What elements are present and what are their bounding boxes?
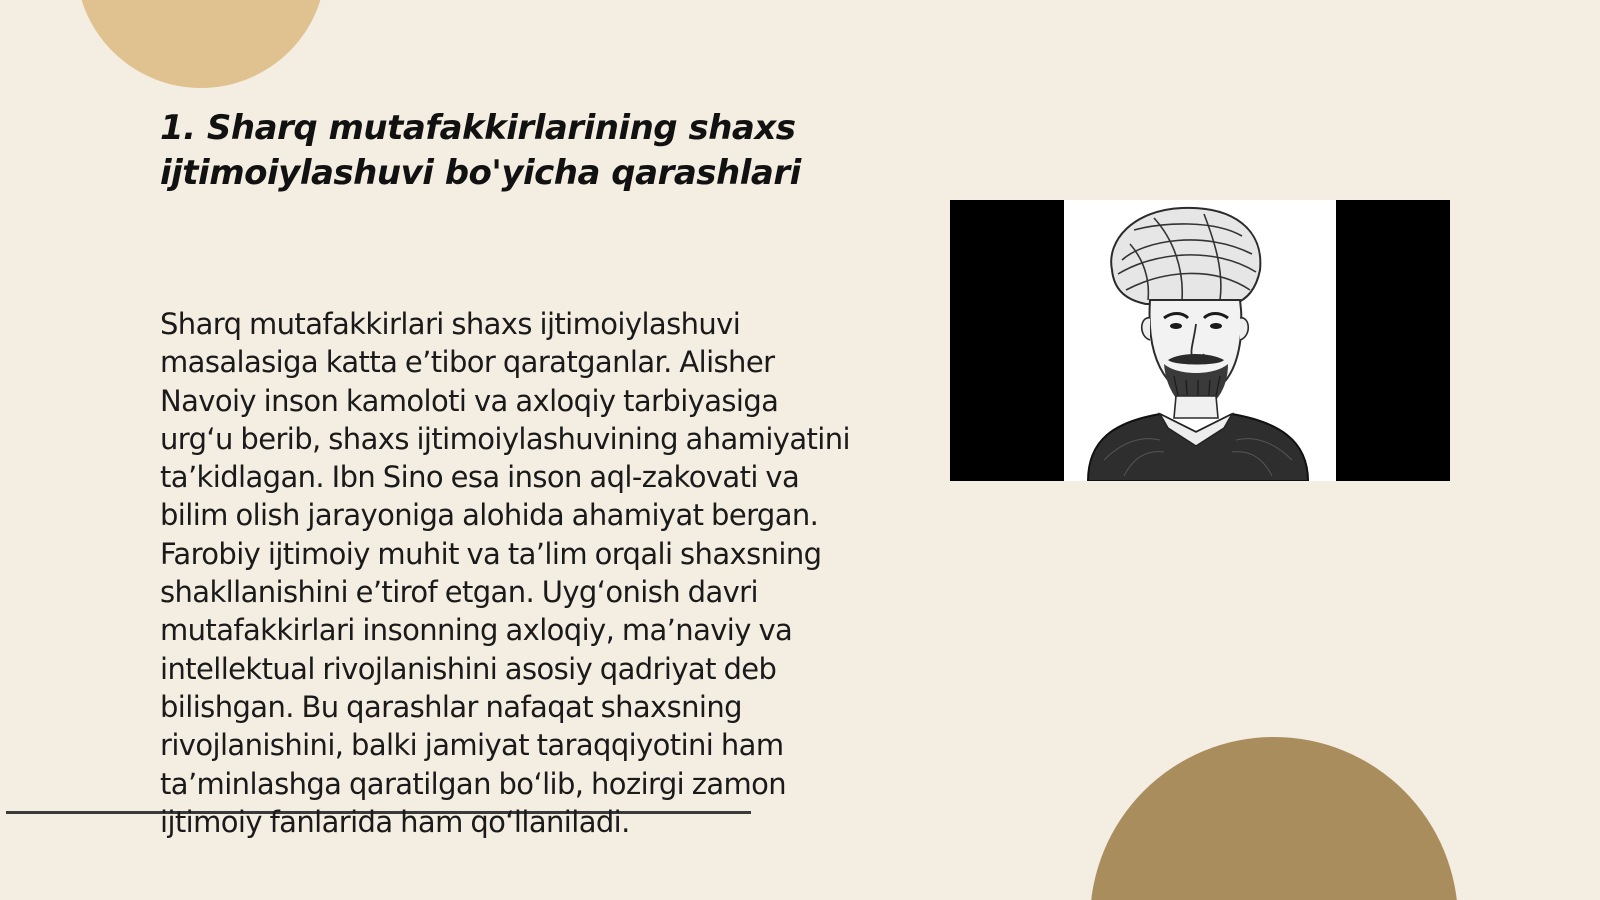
decorative-circle-top xyxy=(76,0,326,88)
portrait-sketch-icon xyxy=(1064,200,1336,481)
slide-body-text: Sharq mutafakkirlari shaxs ijtimoiylashuvi masalasiga katta e’tibor qaratganlar. Alisher Navoiy inson kamoloti va axloqiy tarbiyasiga urg‘u berib, shaxs ijtimoiylashuvining ahamiyatini ta’kidlagan. Ibn Sino esa inson aql-zakovati va bilim olish jarayoniga alohida ahamiyat bergan. Farobiy ijtimoiy muhit va ta’lim orqali shaxsning shakllanishini e’tirof etgan. Uyg‘onish davri mutafakkirlari insonning axloqiy, ma’naviy va intellektual rivojlanishini asosiy qadriyat deb bilishgan. Bu qarashlar nafaqat shaxsning rivojlanishini, balki jamiyat taraqqiyotini ham ta’minlashga qaratilgan bo‘lib, hozirgi zamon ijtimoiy fanlarida ham qo‘llaniladi. xyxy=(160,307,850,839)
slide-title: 1. Sharq mutafakkirlarining shaxs ijtimoiylashuvi bo'yicha qarashlari xyxy=(160,108,801,193)
portrait-image xyxy=(1064,200,1336,481)
decorative-circle-bottom xyxy=(1090,737,1458,900)
portrait-image-frame xyxy=(950,200,1450,481)
